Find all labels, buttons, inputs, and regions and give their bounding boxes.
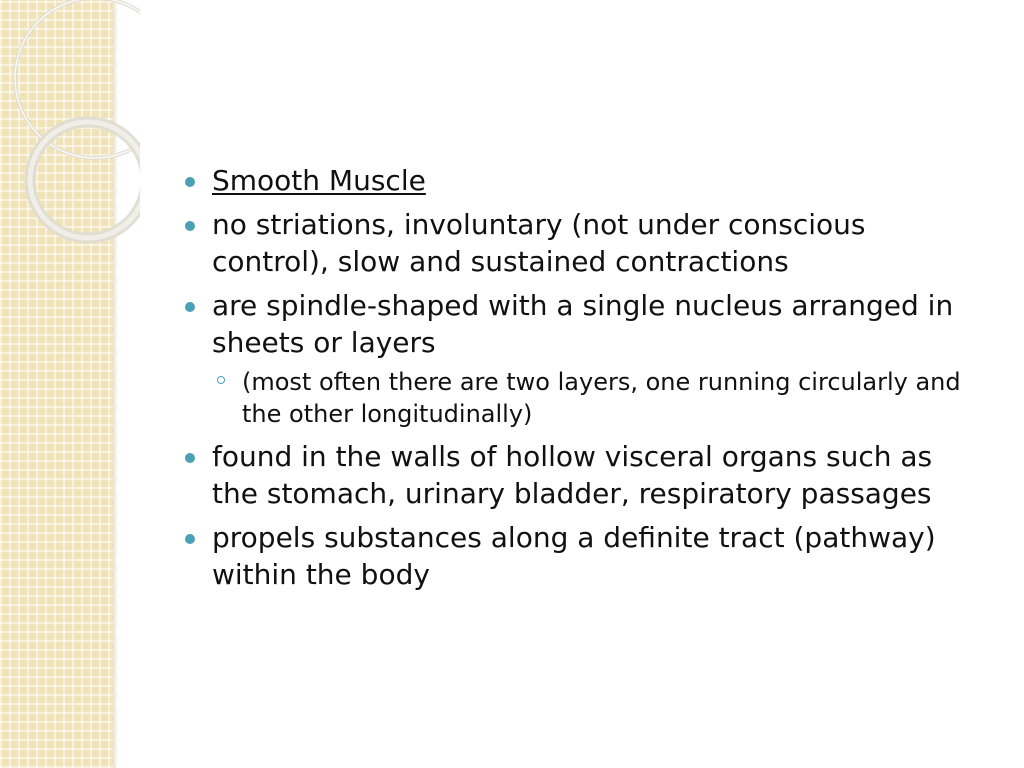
bullet-item <box>185 287 985 361</box>
bullet-list <box>185 162 985 600</box>
sub-bullet-text: (most often there are two layers, one running circularly and the other longitudinally) <box>242 368 961 428</box>
bullet-dot-icon <box>185 177 195 187</box>
bullet-dot-icon <box>185 453 195 463</box>
bullet-dot-icon <box>185 302 195 312</box>
bullet-dot-icon <box>185 534 195 544</box>
decorative-rings-icon <box>0 0 140 270</box>
bullet-item <box>185 206 985 280</box>
slide-heading: Smooth Muscle <box>212 164 426 197</box>
bullet-text: no striations, involuntary (not under conscious control), slow and sustained contractions <box>212 208 866 278</box>
bullet-item <box>185 438 985 512</box>
bullet-text: are spindle-shaped with a single nucleus arranged in sheets or layers <box>212 289 954 359</box>
bullet-text: found in the walls of hollow visceral organs such as the stomach, urinary bladder, respiratory passages <box>212 440 933 510</box>
bullet-text: propels substances along a definite tract (pathway) within the body <box>212 521 936 591</box>
bullet-ring-icon <box>217 376 225 384</box>
bullet-item-heading <box>185 162 985 199</box>
bullet-item <box>185 519 985 593</box>
bullet-dot-icon <box>185 221 195 231</box>
sub-bullet-item <box>215 366 985 430</box>
